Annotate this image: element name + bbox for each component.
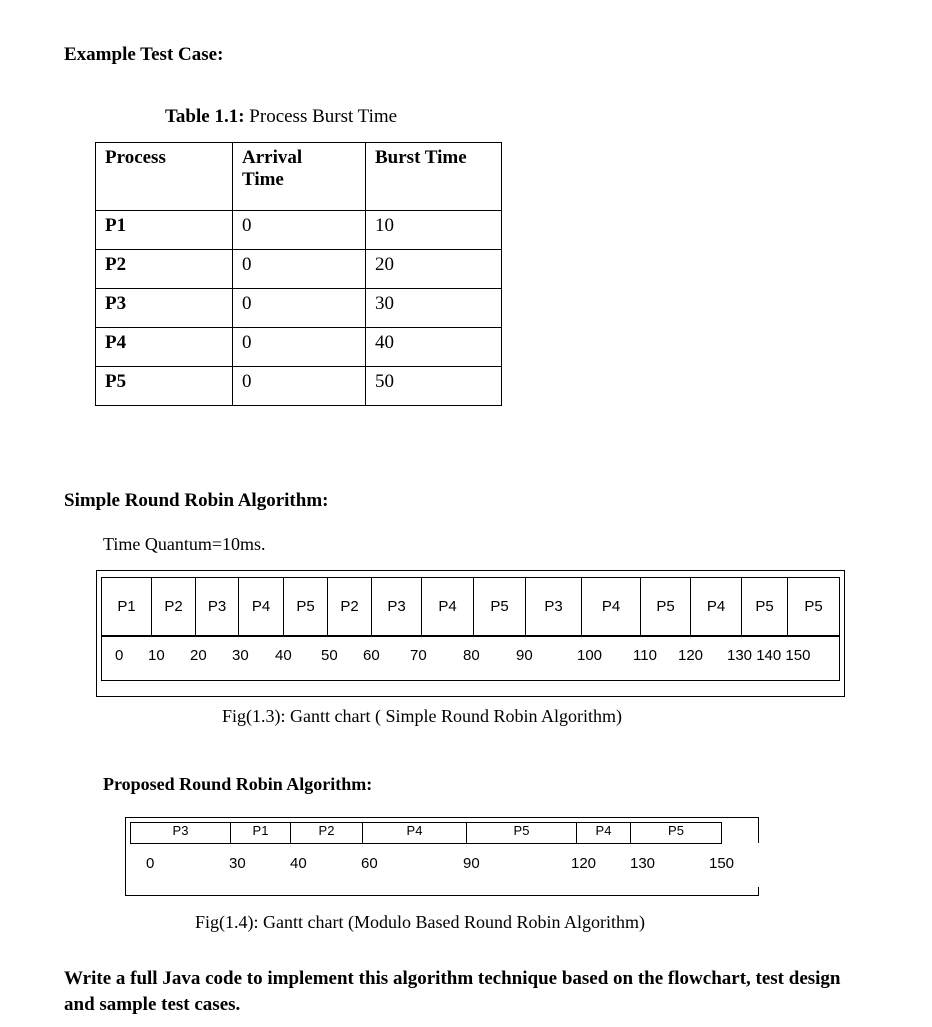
gantt-process-cell: P5 [742,578,788,635]
cell-arrival: 0 [233,211,366,250]
gantt-process-cell: P3 [372,578,422,635]
gantt-process-cell: P3 [196,578,239,635]
gantt-time-label: 10 [148,647,165,664]
simple-gantt-time-row [101,636,840,681]
simple-rr-heading: Simple Round Robin Algorithm: [64,490,329,511]
gantt-time-label: 70 [410,647,427,664]
fig13-caption: Fig(1.3): Gantt chart ( Simple Round Robin Algorithm) [222,706,622,726]
table-caption [165,106,397,128]
gantt-process-cell: P4 [239,578,284,635]
gantt-time-label: 50 [321,647,338,664]
gantt-time-label: 130 140 150 [727,647,811,664]
gantt-time-label: 0 [115,647,124,664]
cell-burst: 40 [366,328,502,367]
gantt-process-cell: P4 [422,578,474,635]
gantt-time-label: 20 [190,647,207,664]
gantt-process-cell: P1 [102,578,152,635]
table-caption-label: Table 1.1: [165,106,245,127]
gantt-time-label: 40 [275,647,292,664]
cell-arrival: 0 [233,367,366,406]
gantt-process-cell: P5 [804,598,823,615]
table-caption-text: Process Burst Time [244,106,398,127]
gantt-process-cell: P4 [691,578,742,635]
cell-process: P2 [96,250,233,289]
gantt-process-cell: P5 [284,578,328,635]
gantt-time-label: 80 [463,647,480,664]
proposed-gantt-bottom-border [125,895,759,896]
gantt-process-cell: P3 [526,578,582,635]
gantt-time-label: 90 [516,647,533,664]
gantt-process-cell: P1 [231,823,291,843]
cell-process: P4 [96,328,233,367]
cell-burst: 30 [366,289,502,328]
gantt-process-cell: P2 [152,578,196,635]
gantt-process-cell: P4 [577,823,631,843]
gantt-process-cell: P4 [582,578,641,635]
gantt-process-cell: P3 [131,823,231,843]
gantt-time-label: 40 [290,855,307,872]
gantt-process-cell: P2 [291,823,363,843]
cell-process: P3 [96,289,233,328]
table-header-row [96,143,502,211]
gantt-time-label: 120 [571,855,597,872]
question-text: Write a full Java code to implement this algorithm technique based on the flowchart, test design and sample test cases. [64,968,841,1015]
process-burst-table [95,142,502,406]
proposed-gantt-process-row [130,822,722,844]
simple-gantt-process-row [101,577,840,636]
gantt-time-label: 110 [633,647,657,664]
cell-burst: 10 [366,211,502,250]
proposed-gantt-right-border-bottom [758,887,759,896]
cell-arrival: 0 [233,250,366,289]
table-row [96,211,502,250]
table-row [96,289,502,328]
table-row [96,250,502,289]
cell-arrival: 0 [233,328,366,367]
gantt-time-label: 120 [678,647,704,664]
gantt-process-cell: P5 [641,578,691,635]
gantt-time-label: 60 [363,647,380,664]
proposed-gantt-top-border [125,817,759,818]
header-burst-time: Burst Time [366,143,502,211]
example-heading: Example Test Case: [64,44,224,65]
gantt-time-label: 30 [229,855,246,872]
cell-burst: 20 [366,250,502,289]
gantt-time-label: 100 [577,647,603,664]
gantt-process-cell: P2 [328,578,372,635]
proposed-gantt-left-border [125,817,126,896]
gantt-process-cell: P4 [363,823,467,843]
table-row [96,367,502,406]
cell-burst: 50 [366,367,502,406]
gantt-process-cell: P5 [474,578,526,635]
fig14-caption: Fig(1.4): Gantt chart (Modulo Based Round Robin Algorithm) [195,912,645,932]
gantt-time-label: 150 [709,855,735,872]
gantt-process-cell: P5 [668,823,684,838]
gantt-time-label: 0 [146,855,155,872]
header-process: Process [96,143,233,211]
proposed-rr-heading: Proposed Round Robin Algorithm: [103,774,373,794]
proposed-gantt-right-border-top [758,817,759,843]
table-row [96,328,502,367]
gantt-time-label: 30 [232,647,249,664]
header-arrival-time: Arrival Time [233,143,366,211]
gantt-time-label: 90 [463,855,480,872]
time-quantum: Time Quantum=10ms. [103,534,266,554]
gantt-time-label: 130 [630,855,656,872]
gantt-time-label: 60 [361,855,378,872]
gantt-process-cell: P5 [467,823,577,843]
cell-process: P5 [96,367,233,406]
cell-arrival: 0 [233,289,366,328]
cell-process: P1 [96,211,233,250]
